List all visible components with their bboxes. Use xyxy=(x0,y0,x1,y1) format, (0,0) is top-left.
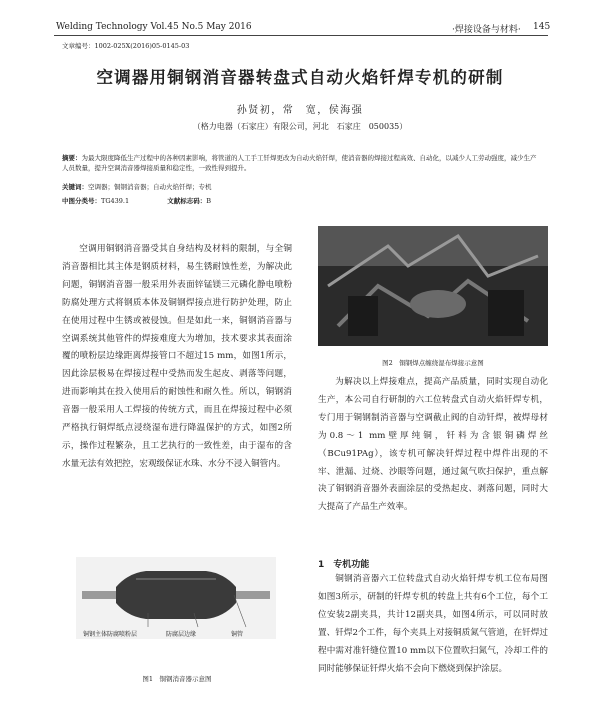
keywords-text: 空调器；铜钢消音器；自动火焰钎焊；专机 xyxy=(88,183,212,191)
body-paragraph: 铜钢消音器六工位转盘式自动火焰钎焊专机工位布局图如图3所示，研制的钎焊专机的转盘上共有6个工位，每个工位安装2副夹具，共计12副夹具，如图4所示，可以同时放置、钎焊2个工件，每个夹具上对接铜质氮气管道，在钎焊过程中需对准钎缝位置10 mm以下位置吹扫氮气，冷却工件的同时能够保证钎焊火焰不会向下燃烧到保护涂层。 xyxy=(318,574,548,674)
section-header: ·焊接设备与材料· xyxy=(452,25,521,35)
body-paragraph: 空调用铜钢消音器受其自身结构及材料的限制，与全铜消音器相比其主体是钢质材料，易生锈耐蚀性差，为解决此问题，铜钢消音器一般采用外表面锌锰镁三元磷化静电喷粉防腐处理方式将钢质本体及铜钢焊接点进行防护处理，防止在使用过程中生锈或被侵蚀。但是如此一来，铜钢消音器与空调系统其他管件的焊接难度大为增加，技术要求其表面涂覆的喷粉层边缘距离焊接管口不超过15 mm，如图1所示，因此涂层极易在焊接过程中受热而发生起皮、剥落等问题，进而影响其在投入使用后的耐蚀性和耐久性。所以，铜钢消音器一般采用人工焊接的传统方式，而且在焊接过程中必须严格执行铜焊纸点浸绕湿布进行降温保护的方式，如图2所示，操作过程繁杂，且工艺执行的一致性差，由于湿布的含水量无法有效把控，宏观级保证水珠、水分不浸入铜管内。 xyxy=(62,244,292,469)
journal-header: Welding Technology Vol.45 No.5 May 2016 xyxy=(56,22,252,32)
body-paragraph: 为解决以上焊接难点，提高产品质量，同时实现自动化生产，本公司自行研制的六工位转盘式自动火焰钎焊专机，专门用于铜钢制消音器与空调截止阀的自动钎焊，被焊母材为0.8～1 mm壁厚纯铜，钎料为含银铜磷焊丝（BCu91PAg），该专机可解决钎焊过程中焊件出现的不牢、泄漏、过烧、沙眼等问题，通过氮气吹扫保护，重点解决了铜钢消音器外表面涂层的受热起皮、剥落问题，同时大大提高了产品生产效率。 xyxy=(318,377,548,513)
fig1-label-coating: 铜钢主体防腐喷粉层 xyxy=(83,631,138,638)
doc-code-label: 文献标志码： xyxy=(167,197,207,205)
left-column xyxy=(62,241,292,474)
abstract-text: 为最大限度降低生产过程中的各种因素影响，将管道的人工手工钎焊更改为自动火焰钎焊，使消音器的焊接过程高效、自动化，以减少人工劳动强度，减少生产人员数量，提升空调消音器焊接质量和稳定性，一致性得到提升。 xyxy=(62,154,537,172)
authors: 孙贤初，常 宽，侯海强 xyxy=(236,105,364,116)
affiliation: （格力电器（石家庄）有限公司，河北 石家庄 050035） xyxy=(192,122,408,131)
figure-1-caption: 图1 铜钢消音器示意图 xyxy=(142,675,212,683)
section-1-heading: 1 专机功能 xyxy=(318,560,370,570)
header-rule xyxy=(54,35,548,36)
abstract xyxy=(62,154,540,173)
keywords-label: 关键词： xyxy=(62,183,88,191)
muffler-illustration xyxy=(76,557,276,639)
doc-code: B xyxy=(206,197,212,205)
section-1-body xyxy=(318,571,548,678)
fig1-label-edge: 防腐层边缘 xyxy=(166,631,197,638)
figure-2-caption: 图2 铜钢焊点缠绕湿布焊接示意图 xyxy=(382,359,484,367)
page-number: 145 xyxy=(533,22,551,32)
article-id: 文章编号：1002-025X(2016)05-0145-03 xyxy=(62,42,190,50)
keywords xyxy=(62,183,540,193)
figure-2-image xyxy=(318,226,548,346)
figure-1-image xyxy=(76,557,276,639)
article-title: 空调器用铜钢消音器转盘式自动火焰钎焊专机的研制 xyxy=(96,68,504,87)
clc-code: TG439.1 xyxy=(101,197,130,205)
welding-photo xyxy=(318,226,548,346)
abstract-label: 摘要： xyxy=(62,154,82,162)
classification xyxy=(62,197,540,207)
clc-label: 中图分类号： xyxy=(62,197,101,205)
right-column xyxy=(318,374,548,517)
fig1-label-tube: 铜管 xyxy=(231,631,244,638)
